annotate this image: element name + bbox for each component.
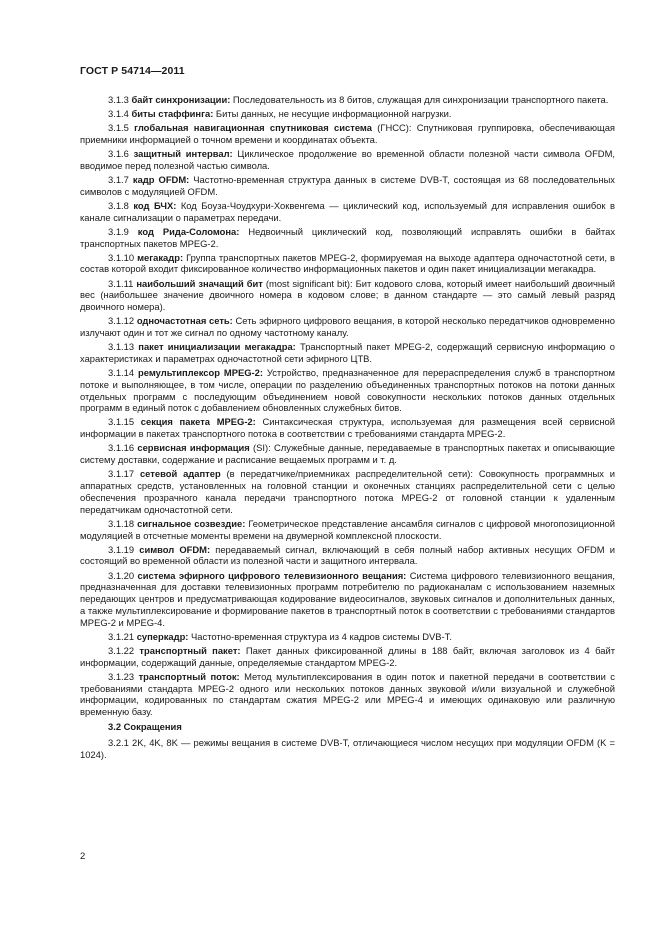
definition-3-1-8: 3.1.8 код БЧХ: Код Боуза-Чоудхури-Хоквенгема — циклический код, используемый для исправления ошибок в канале сигнализации о параметрах передачи.: [80, 199, 615, 223]
definition-3-1-3: 3.1.3 байт синхронизации: Последовательность из 8 битов, служащая для синхронизации транспортного пакета.: [108, 94, 609, 105]
definition-3-1-21: 3.1.21 суперкадр: Частотно-временная структура из 4 кадров системы DVB-T.: [108, 630, 452, 642]
definition-3-1-22: 3.1.22 транспортный пакет: Пакет данных фиксированной длины в 188 байт, включая заголовок из 4 байт информации, содержащий данные, определяемые стандартом MPEG-2.: [80, 644, 615, 668]
definition-3-1-16: 3.1.16 сервисная информация (SI): Служебные данные, передаваемые в транспортных пакетах и описывающие систему доставки, содержание и расписание вещаемых программ и т. д.: [80, 442, 616, 466]
definition-3-1-11: 3.1.11 наибольший значащий бит (most significant bit): Бит кодового слова, который имеет наибольший двоичный вес (наибольшее значение двоичного номера в кодовом слове; в данном стандарте — это самый левый разряд двоичного номера).: [80, 277, 616, 313]
document-body: [80, 94, 615, 763]
definition-3-1-19: 3.1.19 символ OFDM: передаваемый сигнал, включающий в себя полный набор активных несущих OFDM и состоящий во временной области из полезной части и защитного интервала.: [80, 543, 615, 567]
document-header: ГОСТ Р 54714—2011: [80, 65, 185, 77]
definition-3-1-7: 3.1.7 кадр OFDM: Частотно-временная структура данных в системе DVB-T, состоящая из 68 последовательных символов с модуляцией OFDM.: [80, 173, 615, 197]
definition-3-1-12: 3.1.12 одночастотная сеть: Сеть эфирного цифрового вещания, в которой несколько передатчиков одновременно излучают один и тот же сигнал по одному частотному каналу.: [80, 315, 616, 339]
definition-3-1-6: 3.1.6 защитный интервал: Циклическое продолжение во временной области полезной части символа OFDM, вводимое перед полезной частью символа.: [80, 148, 615, 171]
section-title: 3.2 Сокращения: [108, 720, 182, 732]
definition-3-1-18: 3.1.18 сигнальное созвездие: Геометрическое представление ансамбля сигналов с цифровой многопозиционной модуляцией в отсчетные моменты времени на двумерной комплексной плоскости.: [80, 517, 615, 541]
definition-3-1-14: 3.1.14 ремультиплексор MPEG-2: Устройство, предназначенное для перераспределения служб в транспортном потоке и выполняющее, в том числе, операции по разделению объединенных транспортных потоков на потоки данных отдельных программ с последующим объединением новой совокупности нескольких потоков данных отдельных программ в единый поток с добавлением обновленных служебных битов.: [80, 367, 615, 414]
definition-3-1-4: 3.1.4 биты стаффинга: Биты данных, не несущие информационной нагрузки.: [108, 108, 452, 120]
abbreviation-3-2-1: 3.2.1 2K, 4K, 8K — режимы вещания в системе DVB-T, отличающиеся числом несущих при модуляции OFDM (K = 1024).: [80, 736, 615, 760]
definition-3-1-10: 3.1.10 мегакадр: Группа транспортных пакетов MPEG-2, формируемая на выходе адаптера одночастотной сети, в состав которой входит фиксированное количество информационных пакетов и один пакет инициализации мегакадра.: [80, 251, 615, 275]
definition-3-1-15: 3.1.15 секция пакета MPEG-2: Синтаксическая структура, используемая для размещения всей сервисной информации в пакетах транспортного потока в соответствии с требованиями стандарта MPEG-2.: [80, 416, 615, 440]
page-number: 2: [80, 851, 86, 862]
definition-3-1-23: 3.1.23 транспортный поток: Метод мультиплексирования в один поток и пакетной передачи в соответствии с требованиями стандарта MPEG-2 одного или нескольких потоков данных звуковой и/или визуальной и служебной информации, кодированных по стандартам сжатия MPEG-2 или MPEG-4 и имеющих одинаковую или различную временную базу.: [80, 670, 615, 718]
definition-3-1-13: 3.1.13 пакет инициализации мегакадра: Транспортный пакет MPEG-2, содержащий сервисную информацию о характеристиках и параметрах одночастотной сети эфирного ЦТВ.: [80, 341, 615, 364]
definition-3-1-9: 3.1.9 код Рида-Соломона: Недвоичный циклический код, позволяющий исправлять ошибки в байтах транспортных пакетов MPEG-2.: [80, 225, 616, 249]
definition-3-1-5: 3.1.5 глобальная навигационная спутниковая система (ГНСС): Спутниковая группировка, обеспечивающая приемники информацией о точном времени и координатах объекта.: [80, 122, 615, 145]
definition-3-1-17: 3.1.17 сетевой адаптер (в передатчике/приемниках распределительной сети): Совокупность программных и аппаратных средств, установленных на головной станции и оконечных станциях распределительной сети с целью обеспечения прозрачного канала передачи транспортного потока MPEG-2 от головной станции к удаленным передатчикам одночастотной сети.: [80, 468, 616, 515]
definition-3-1-20: 3.1.20 система эфирного цифрового телевизионного вещания: Система цифрового телевизионного вещания, предназначенная для доставки телевизионных программ потребителю по радиоканалам с использованием наземных передающих центров и предусматривающая кодирование видеосигналов, звуковых сигналов и дополнительных данных, а также мультиплексирование и формирование пакетов в транспортный поток в соответствии с требованиями стандартов MPEG-2 и MPEG-4.: [80, 569, 615, 628]
